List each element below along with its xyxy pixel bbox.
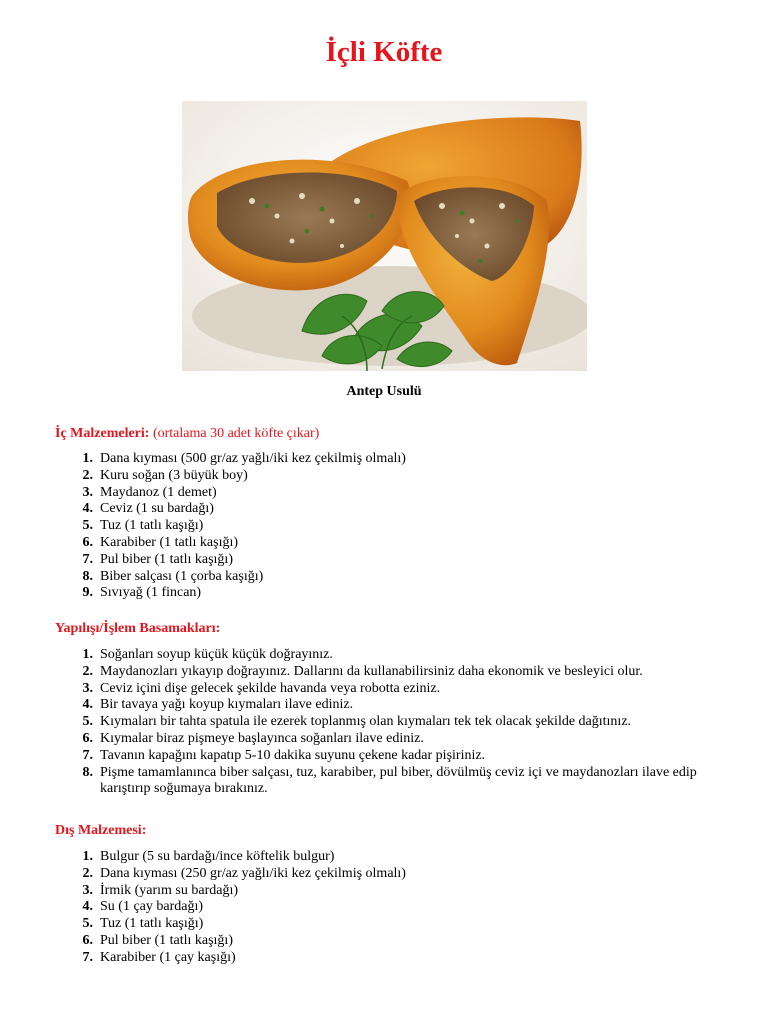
list-item: 4. Su (1 çay bardağı) — [82, 899, 204, 915]
list-item-text: Ceviz içini dişe gelecek şekilde havanda veya robotta eziniz. — [100, 680, 441, 696]
list-item: 6. Kıymalar biraz pişmeye başlayınca soğanları ilave ediniz. — [82, 730, 424, 746]
list-item-text: Tuz (1 tatlı kaşığı) — [100, 518, 204, 534]
yapilisi-heading — [55, 620, 220, 638]
icli-kofte-photo — [182, 101, 587, 371]
list-item: 8. Biber salçası (1 çorba kaşığı) — [82, 568, 264, 584]
kofte-illustration — [182, 101, 587, 371]
ic-malzemeleri-heading — [55, 425, 319, 443]
list-item-text: Su (1 çay bardağı) — [100, 899, 204, 915]
dis-malzemesi-label: Dış Malzemesi: — [55, 823, 147, 838]
list-item: 5. Tuz (1 tatlı kaşığı) — [82, 916, 204, 932]
list-item-text: Kıymaları bir tahta spatula ile ezerek toplanmış olan kıymaları tek tek olacak şekilde dağıtınız. — [100, 714, 632, 730]
list-item-text: Tuz (1 tatlı kaşığı) — [100, 916, 204, 932]
dis-malzemesi-list — [0, 849, 710, 967]
dis-malzemesi-heading — [55, 822, 146, 840]
list-item: 1. Soğanları soyup küçük küçük doğrayınız. — [82, 647, 333, 662]
list-item-text: Ceviz (1 su bardağı) — [100, 501, 214, 517]
ic-malzemeleri-list — [0, 451, 710, 602]
list-item-text: Bir tavaya yağı koyup kıymaları ilave ediniz. — [100, 697, 354, 713]
list-item-text: Soğanları soyup küçük küçük doğrayınız. — [100, 647, 333, 662]
list-item-text: Maydanoz (1 demet) — [100, 484, 217, 500]
list-item: 2. Dana kıyması (250 gr/az yağlı/iki kez çekilmiş olmalı) — [82, 865, 406, 881]
list-item: 1. Dana kıyması (500 gr/az yağlı/iki kez çekilmiş olmalı) — [82, 451, 406, 466]
recipe-subtitle: Antep Usulü — [346, 384, 422, 399]
list-item: 6. Karabiber (1 tatlı kaşığı) — [82, 534, 239, 550]
list-item: 3. İrmik (yarım su bardağı) — [82, 882, 239, 898]
list-item: 4. Bir tavaya yağı koyup kıymaları ilave ediniz. — [82, 697, 354, 713]
list-item: 2. Maydanozları yıkayıp doğrayınız. Dallarını da kullanabilirsiniz daha ekonomik ve besleyici olur. — [82, 663, 643, 679]
list-item: 8. Pişme tamamlanınca biber salçası, tuz, karabiber, pul biber, dövülmüş ceviz içi ve maydanozları ilave edip karıştırıp soğumaya bırakınız. — [82, 764, 697, 797]
list-item-text: Pul biber (1 tatlı kaşığı) — [100, 551, 233, 567]
list-item-text: Maydanozları yıkayıp doğrayınız. Dallarını da kullanabilirsiniz daha ekonomik ve besleyici olur. — [100, 663, 643, 679]
page-title: İçli Köfte — [325, 36, 443, 68]
list-item: 1. Bulgur (5 su bardağı/ince köftelik bulgur) — [82, 849, 335, 864]
list-item-text: Bulgur (5 su bardağı/ince köftelik bulgur) — [100, 849, 335, 864]
list-item-text: Tavanın kapağını kapatıp 5-10 dakika suyunu çekene kadar pişiriniz. — [100, 747, 486, 763]
list-item: 7. Pul biber (1 tatlı kaşığı) — [82, 551, 233, 567]
list-item: 7. Tavanın kapağını kapatıp 5-10 dakika suyunu çekene kadar pişiriniz. — [82, 747, 486, 763]
list-item: 3. Maydanoz (1 demet) — [82, 484, 217, 500]
list-item: 5. Tuz (1 tatlı kaşığı) — [82, 518, 204, 534]
list-item: 6. Pul biber (1 tatlı kaşığı) — [82, 932, 233, 948]
list-item-text: İrmik (yarım su bardağı) — [100, 882, 239, 898]
list-item: 4. Ceviz (1 su bardağı) — [82, 501, 214, 517]
list-item-text: Kıymalar biraz pişmeye başlayınca soğanları ilave ediniz. — [100, 730, 424, 746]
list-item: 7. Karabiber (1 çay kaşığı) — [82, 949, 236, 965]
list-item-text: Pişme tamamlanınca biber salçası, tuz, karabiber, pul biber, dövülmüş ceviz içi ve maydanozları ilave edip karıştırıp soğumaya bırakınız. — [100, 764, 697, 797]
list-item-text: Biber salçası (1 çorba kaşığı) — [100, 568, 264, 584]
list-item: 3. Ceviz içini dişe gelecek şekilde havanda veya robotta eziniz. — [82, 680, 441, 696]
list-item: 5. Kıymaları bir tahta spatula ile ezerek toplanmış olan kıymaları tek tek olacak şekilde dağıtınız. — [82, 714, 632, 730]
ic-malzemeleri-label: İç Malzemeleri: — [55, 426, 150, 441]
list-item-text: Karabiber (1 tatlı kaşığı) — [100, 534, 239, 550]
list-item-text: Pul biber (1 tatlı kaşığı) — [100, 932, 233, 948]
list-item: 9. Sıvıyağ (1 fincan) — [82, 585, 202, 601]
list-item-text: Kuru soğan (3 büyük boy) — [100, 467, 248, 483]
ic-malzemeleri-note: (ortalama 30 adet köfte çıkar) — [149, 426, 320, 441]
list-item: 2. Kuru soğan (3 büyük boy) — [82, 467, 248, 483]
list-item-text: Sıvıyağ (1 fincan) — [100, 585, 202, 601]
list-item-text: Dana kıyması (500 gr/az yağlı/iki kez çekilmiş olmalı) — [100, 451, 406, 466]
yapilisi-label: Yapılışı/İşlem Basamakları: — [55, 621, 221, 636]
list-item-text: Dana kıyması (250 gr/az yağlı/iki kez çekilmiş olmalı) — [100, 865, 406, 881]
list-item-text: Karabiber (1 çay kaşığı) — [100, 949, 236, 965]
yapilisi-list — [0, 647, 710, 798]
